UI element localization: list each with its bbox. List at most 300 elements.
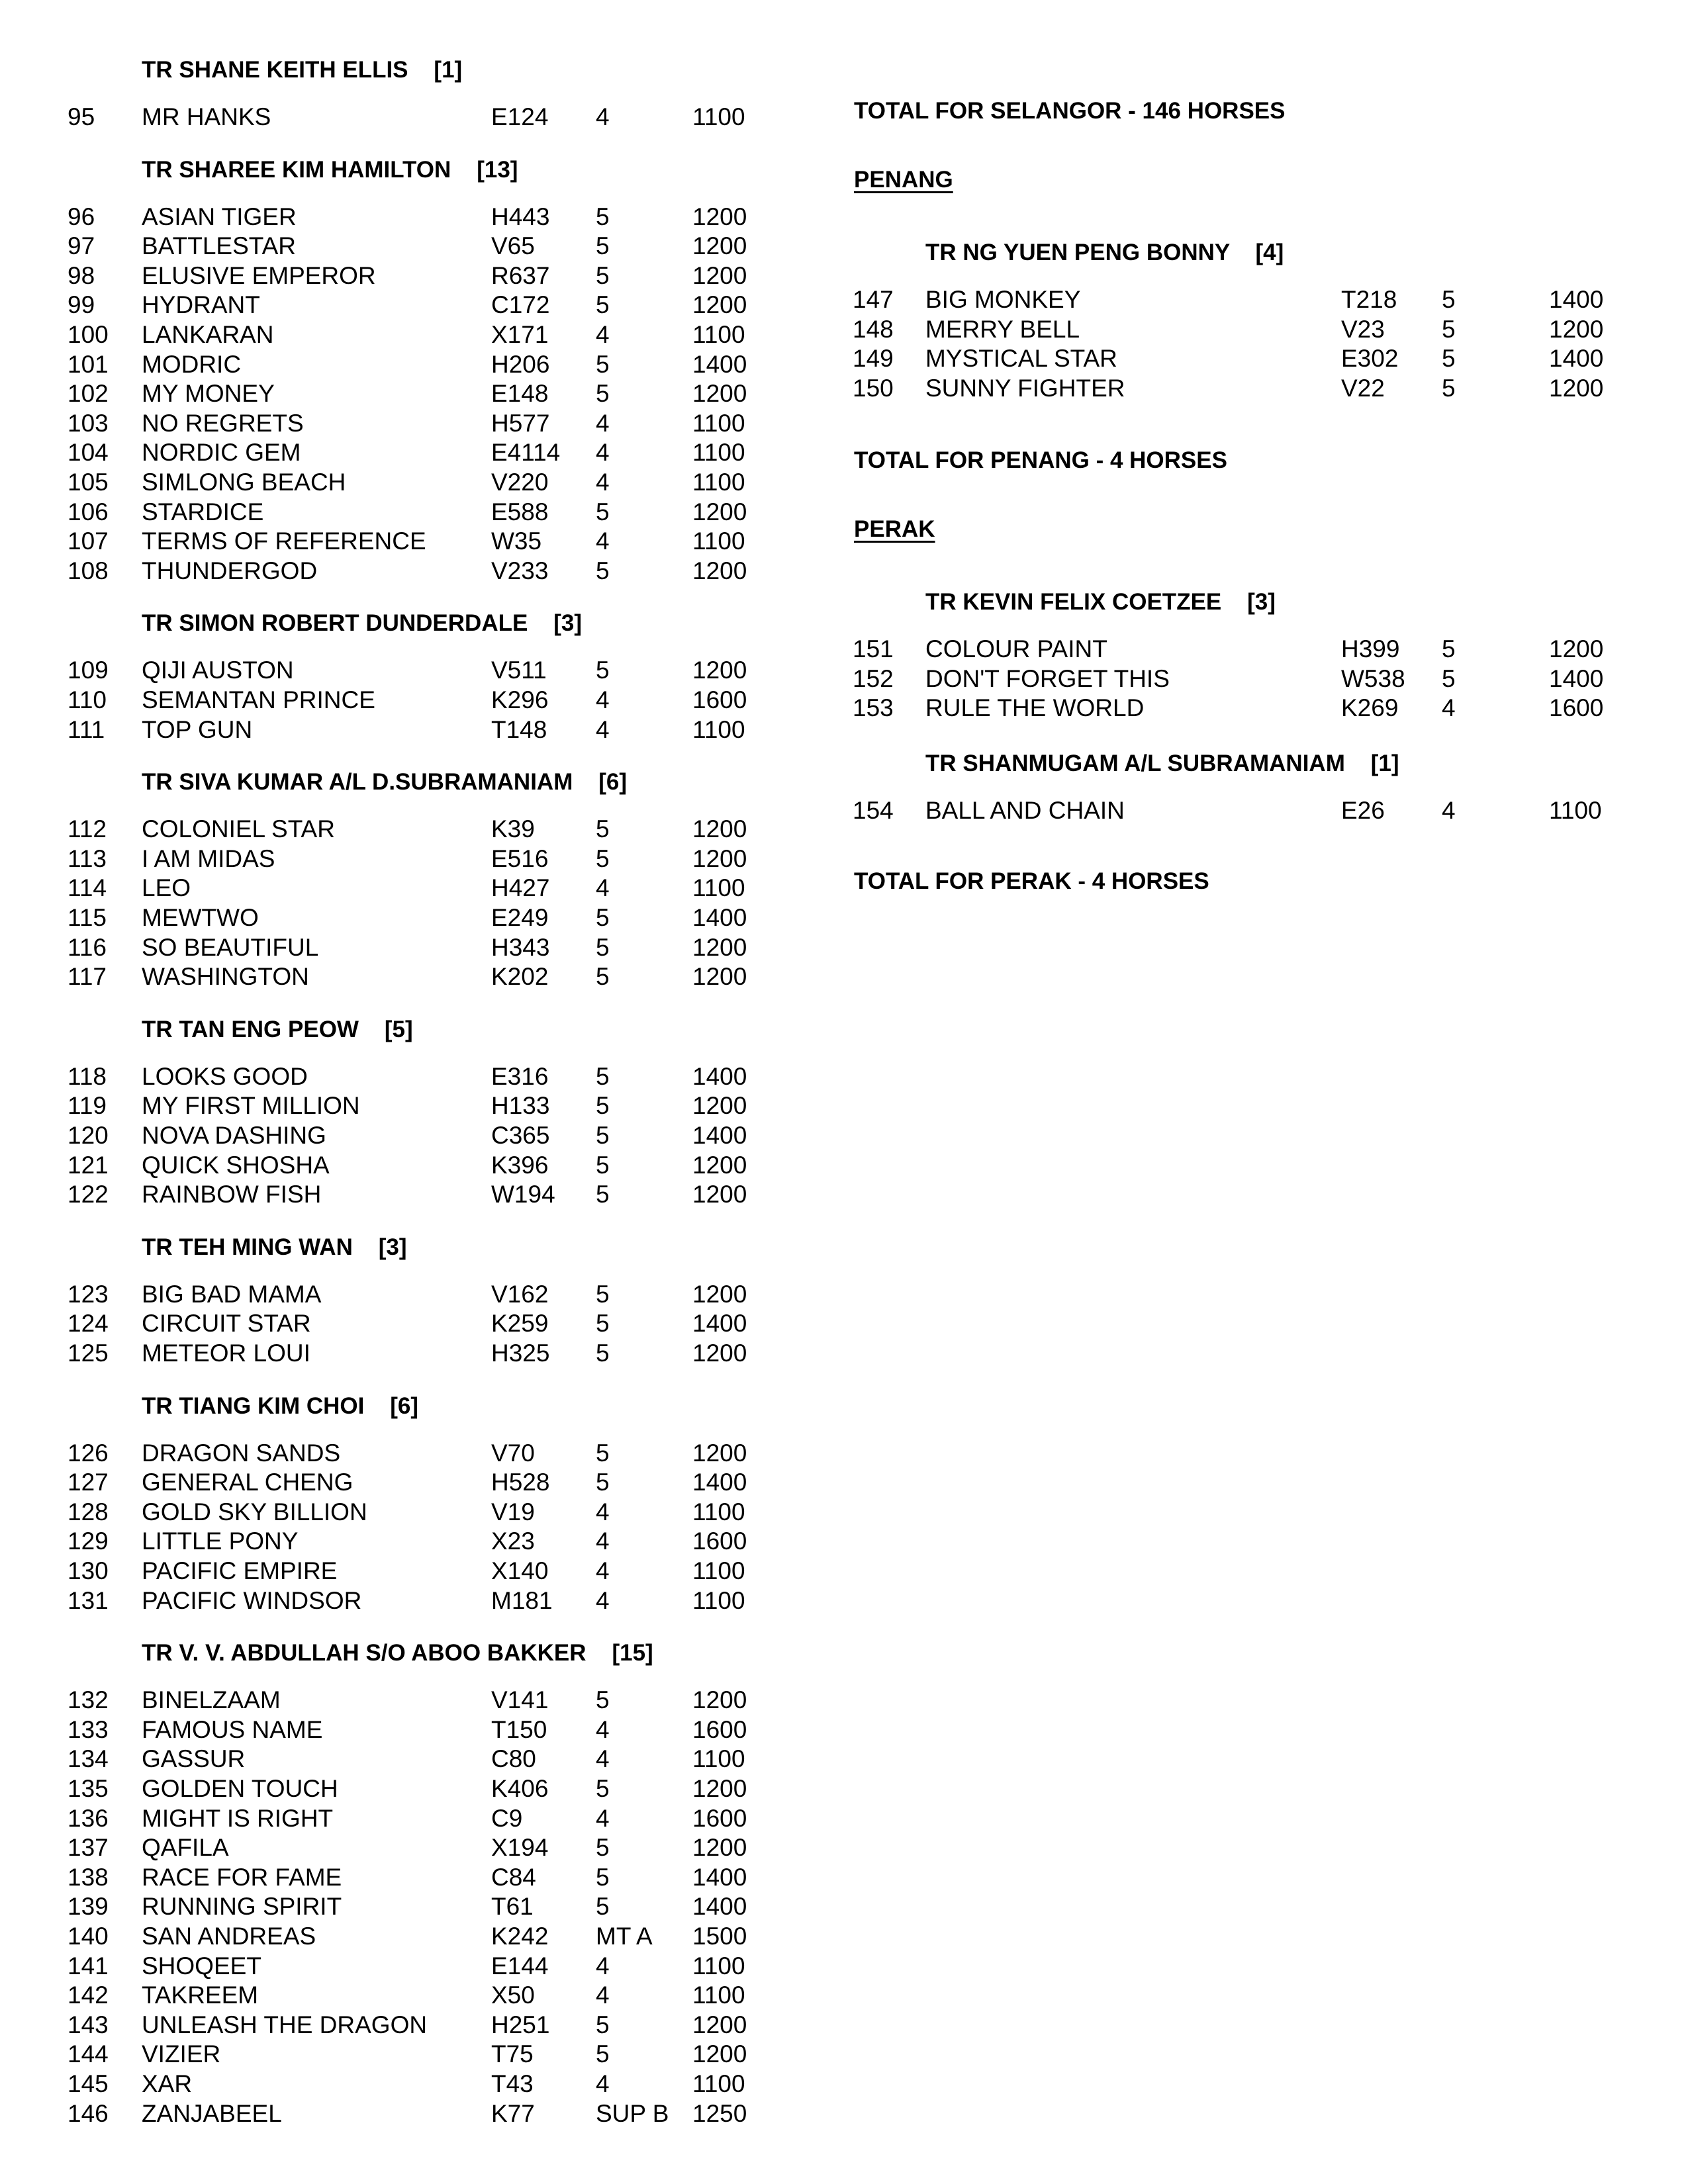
- horse-age: 4: [596, 527, 610, 555]
- horse-name: COLOUR PAINT: [925, 635, 1107, 662]
- horse-age: 5: [596, 1775, 610, 1802]
- entry-number: 137: [68, 1834, 109, 1862]
- entry-number: 108: [68, 557, 109, 584]
- horse-code: V233: [491, 557, 549, 584]
- horse-name: SUNNY FIGHTER: [925, 374, 1125, 402]
- horse-age: 5: [596, 844, 610, 872]
- horse-code: X140: [491, 1557, 549, 1584]
- horse-name: QUICK SHOSHA: [142, 1151, 330, 1179]
- horse-name: LITTLE PONY: [142, 1527, 299, 1555]
- horse-code: H325: [491, 1340, 550, 1367]
- entry-number: 117: [68, 963, 107, 991]
- horse-age: 5: [596, 1863, 610, 1891]
- horse-name: PACIFIC EMPIRE: [142, 1557, 338, 1584]
- horse-name: MYSTICAL STAR: [925, 345, 1117, 373]
- entry-number: 140: [68, 1923, 109, 1950]
- entry-number: 105: [68, 469, 109, 496]
- horse-age: 5: [1442, 664, 1456, 692]
- distance: 1200: [692, 232, 747, 260]
- horse-code: C9: [491, 1804, 523, 1832]
- horse-name: DON'T FORGET THIS: [925, 664, 1170, 692]
- distance: 1400: [1549, 286, 1604, 313]
- horse-code: H251: [491, 2011, 550, 2038]
- entry-number: 144: [68, 2040, 109, 2068]
- distance: 1100: [692, 1498, 745, 1525]
- distance: 1100: [692, 439, 745, 467]
- horse-age: 5: [596, 1469, 610, 1496]
- horse-age: 5: [596, 1181, 610, 1208]
- distance: 1200: [692, 844, 747, 872]
- entry-number: 116: [68, 933, 107, 961]
- horse-age: 5: [596, 291, 610, 319]
- horse-age: 5: [596, 1092, 610, 1120]
- horse-age: 4: [596, 439, 610, 467]
- horse-name: FAMOUS NAME: [142, 1715, 323, 1743]
- horse-name: XAR: [142, 2070, 193, 2097]
- horse-name: SAN ANDREAS: [142, 1923, 316, 1950]
- entry-number: 152: [853, 664, 894, 692]
- distance: 1200: [692, 1181, 747, 1208]
- horse-name: STARDICE: [142, 498, 264, 525]
- horse-name: SO BEAUTIFUL: [142, 933, 319, 961]
- horse-name: GENERAL CHENG: [142, 1469, 353, 1496]
- distance: 1400: [1549, 345, 1604, 373]
- trainer-heading: TR SIVA KUMAR A/L D.SUBRAMANIAM [6]: [142, 769, 628, 796]
- horse-code: H577: [491, 409, 550, 437]
- entry-number: 129: [68, 1527, 109, 1555]
- entry-number: 133: [68, 1715, 109, 1743]
- distance: 1400: [692, 1310, 747, 1338]
- entry-number: 115: [68, 904, 107, 931]
- distance: 1200: [692, 380, 747, 408]
- distance: 1200: [692, 657, 747, 684]
- horse-code: H443: [491, 203, 550, 230]
- horse-age: 5: [596, 904, 610, 931]
- distance: 1100: [692, 2070, 745, 2097]
- horse-code: K39: [491, 815, 535, 843]
- entry-number: 153: [853, 694, 894, 722]
- horse-name: LOOKS GOOD: [142, 1062, 308, 1090]
- distance: 1200: [692, 261, 747, 289]
- horse-code: E144: [491, 1952, 549, 1979]
- horse-code: E4114: [491, 439, 561, 467]
- horse-name: MY FIRST MILLION: [142, 1092, 360, 1120]
- horse-name: CIRCUIT STAR: [142, 1310, 311, 1338]
- entry-number: 142: [68, 1981, 109, 2009]
- horse-code: W194: [491, 1181, 555, 1208]
- region-penang-title: PENANG: [854, 167, 953, 193]
- horse-code: W538: [1341, 664, 1405, 692]
- horse-age: 4: [596, 103, 610, 130]
- horse-code: V511: [491, 657, 547, 684]
- horse-code: X171: [491, 321, 549, 348]
- distance: 1100: [1549, 797, 1602, 824]
- horse-age: 5: [1442, 286, 1456, 313]
- horse-name: NORDIC GEM: [142, 439, 301, 467]
- horse-age: 4: [596, 409, 610, 437]
- trainer-heading: TR SIMON ROBERT DUNDERDALE [3]: [142, 610, 582, 637]
- horse-age: 4: [1442, 797, 1456, 824]
- distance: 1100: [692, 469, 745, 496]
- horse-name: GOLDEN TOUCH: [142, 1775, 338, 1802]
- distance: 1200: [692, 1151, 747, 1179]
- trainer-heading: TR SHANE KEITH ELLIS [1]: [142, 57, 463, 83]
- distance: 1400: [692, 1863, 747, 1891]
- distance: 1200: [692, 1686, 747, 1714]
- distance: 1100: [692, 1981, 745, 2009]
- horse-age: 5: [596, 1151, 610, 1179]
- horse-name: SEMANTAN PRINCE: [142, 686, 375, 713]
- horse-age: 5: [596, 498, 610, 525]
- distance: 1100: [692, 527, 745, 555]
- horse-name: RACE FOR FAME: [142, 1863, 342, 1891]
- horse-age: 5: [1442, 345, 1456, 373]
- distance: 1600: [692, 1527, 747, 1555]
- entry-number: 138: [68, 1863, 109, 1891]
- entry-number: 106: [68, 498, 109, 525]
- horse-age: 4: [596, 1981, 610, 2009]
- total-penang: TOTAL FOR PENANG - 4 HORSES: [854, 447, 1227, 473]
- horse-code: C172: [491, 291, 550, 319]
- horse-code: V23: [1341, 315, 1385, 343]
- horse-name: METEOR LOUI: [142, 1340, 310, 1367]
- horse-name: MEWTWO: [142, 904, 259, 931]
- horse-name: QIJI AUSTON: [142, 657, 294, 684]
- distance: 1200: [692, 203, 747, 230]
- horse-age: MT A: [596, 1923, 653, 1950]
- horse-age: 4: [596, 686, 610, 713]
- horse-code: T75: [491, 2040, 534, 2068]
- distance: 1200: [692, 498, 747, 525]
- horse-age: 5: [596, 933, 610, 961]
- distance: 1400: [692, 350, 747, 378]
- horse-age: 5: [596, 2011, 610, 2038]
- distance: 1200: [692, 1834, 747, 1862]
- distance: 1100: [692, 1745, 745, 1773]
- entry-number: 103: [68, 409, 109, 437]
- entry-number: 107: [68, 527, 109, 555]
- horse-code: V22: [1341, 374, 1385, 402]
- distance: 1400: [692, 1062, 747, 1090]
- horse-code: X23: [491, 1527, 535, 1555]
- entry-number: 128: [68, 1498, 109, 1525]
- distance: 1200: [692, 933, 747, 961]
- horse-code: K269: [1341, 694, 1399, 722]
- horse-age: 4: [596, 1586, 610, 1614]
- horse-code: T148: [491, 715, 547, 743]
- trainer-heading: TR NG YUEN PENG BONNY [4]: [925, 240, 1284, 265]
- horse-name: NO REGRETS: [142, 409, 304, 437]
- entry-number: 146: [68, 2099, 109, 2127]
- entry-number: 136: [68, 1804, 109, 1832]
- entry-number: 118: [68, 1062, 107, 1090]
- horse-age: 5: [596, 232, 610, 260]
- distance: 1200: [692, 1340, 747, 1367]
- region-perak-title: PERAK: [854, 516, 935, 542]
- distance: 1100: [692, 321, 745, 348]
- entry-number: 95: [68, 103, 95, 130]
- distance: 1100: [692, 1557, 745, 1584]
- horse-name: SIMLONG BEACH: [142, 469, 346, 496]
- entry-number: 135: [68, 1775, 109, 1802]
- horse-name: BINELZAAM: [142, 1686, 281, 1714]
- entry-number: 124: [68, 1310, 109, 1338]
- horse-code: C84: [491, 1863, 536, 1891]
- horse-name: ZANJABEEL: [142, 2099, 282, 2127]
- horse-code: T61: [491, 1893, 534, 1921]
- horse-age: 5: [596, 963, 610, 991]
- distance: 1400: [1549, 664, 1604, 692]
- horse-age: 4: [596, 1557, 610, 1584]
- horse-age: 4: [596, 874, 610, 902]
- horse-age: 4: [596, 1715, 610, 1743]
- horse-code: T43: [491, 2070, 534, 2097]
- horse-name: COLONIEL STAR: [142, 815, 335, 843]
- entry-number: 150: [853, 374, 894, 402]
- horse-age: 4: [1442, 694, 1456, 722]
- distance: 1200: [692, 963, 747, 991]
- horse-age: 4: [596, 1527, 610, 1555]
- horse-age: 4: [596, 715, 610, 743]
- distance: 1200: [692, 815, 747, 843]
- distance: 1200: [692, 1439, 747, 1467]
- horse-age: 5: [596, 2040, 610, 2068]
- horse-age: 4: [596, 2070, 610, 2097]
- distance: 1400: [692, 1469, 747, 1496]
- horse-age: 5: [596, 261, 610, 289]
- horse-name: LANKARAN: [142, 321, 274, 348]
- entry-number: 112: [68, 815, 107, 843]
- horse-code: E302: [1341, 345, 1399, 373]
- horse-age: 5: [1442, 635, 1456, 662]
- horse-age: 5: [596, 1439, 610, 1467]
- entry-number: 121: [68, 1151, 109, 1179]
- horse-code: V162: [491, 1280, 549, 1308]
- horse-code: R637: [491, 261, 550, 289]
- entry-number: 151: [853, 635, 894, 662]
- distance: 1100: [692, 1586, 745, 1614]
- horse-name: THUNDERGOD: [142, 557, 318, 584]
- horse-code: E316: [491, 1062, 549, 1090]
- horse-name: RAINBOW FISH: [142, 1181, 322, 1208]
- entry-number: 109: [68, 657, 109, 684]
- entry-number: 143: [68, 2011, 109, 2038]
- horse-code: K406: [491, 1775, 549, 1802]
- horse-name: GOLD SKY BILLION: [142, 1498, 367, 1525]
- distance: 1100: [692, 409, 745, 437]
- horse-age: 5: [596, 1686, 610, 1714]
- horse-age: 4: [596, 469, 610, 496]
- horse-name: BALL AND CHAIN: [925, 797, 1125, 824]
- horse-age: 5: [596, 1280, 610, 1308]
- entry-number: 97: [68, 232, 95, 260]
- horse-name: SHOQEET: [142, 1952, 261, 1979]
- horse-name: ASIAN TIGER: [142, 203, 297, 230]
- horse-age: 5: [596, 1893, 610, 1921]
- horse-code: K202: [491, 963, 549, 991]
- horse-name: GASSUR: [142, 1745, 246, 1773]
- horse-name: TOP GUN: [142, 715, 253, 743]
- distance: 1100: [692, 874, 745, 902]
- horse-name: MY MONEY: [142, 380, 275, 408]
- distance: 1100: [692, 103, 745, 130]
- horse-code: C80: [491, 1745, 536, 1773]
- horse-code: E249: [491, 904, 549, 931]
- horse-age: 5: [596, 1340, 610, 1367]
- horse-age: 5: [596, 380, 610, 408]
- entry-number: 134: [68, 1745, 109, 1773]
- distance: 1200: [692, 2040, 747, 2068]
- distance: 1200: [692, 1775, 747, 1802]
- horse-name: I AM MIDAS: [142, 844, 275, 872]
- horse-name: MIGHT IS RIGHT: [142, 1804, 334, 1832]
- horse-age: 5: [596, 557, 610, 584]
- distance: 1500: [692, 1923, 747, 1950]
- horse-age: 4: [596, 1952, 610, 1979]
- horse-code: X50: [491, 1981, 535, 2009]
- entry-number: 139: [68, 1893, 109, 1921]
- distance: 1600: [1549, 694, 1604, 722]
- horse-name: RUNNING SPIRIT: [142, 1893, 342, 1921]
- distance: 1400: [692, 1893, 747, 1921]
- distance: 1200: [692, 1092, 747, 1120]
- entry-number: 131: [68, 1586, 109, 1614]
- horse-name: MERRY BELL: [925, 315, 1080, 343]
- entry-number: 99: [68, 291, 95, 319]
- horse-name: LEO: [142, 874, 191, 902]
- horse-age: 5: [596, 1062, 610, 1090]
- trainer-heading: TR SHANMUGAM A/L SUBRAMANIAM [1]: [925, 751, 1399, 776]
- horse-name: HYDRANT: [142, 291, 260, 319]
- entry-number: 127: [68, 1469, 109, 1496]
- distance: 1200: [1549, 635, 1604, 662]
- entry-number: 113: [68, 844, 107, 872]
- horse-name: TERMS OF REFERENCE: [142, 527, 426, 555]
- horse-code: H528: [491, 1469, 550, 1496]
- horse-code: W35: [491, 527, 542, 555]
- horse-age: 5: [1442, 315, 1456, 343]
- horse-code: T218: [1341, 286, 1397, 313]
- horse-code: X194: [491, 1834, 549, 1862]
- trainer-heading: TR TIANG KIM CHOI [6]: [142, 1392, 419, 1419]
- entry-number: 100: [68, 321, 109, 348]
- horse-age: SUP B: [596, 2099, 669, 2127]
- horse-age: 5: [596, 1122, 610, 1149]
- entry-number: 104: [68, 439, 109, 467]
- total-selangor: TOTAL FOR SELANGOR - 146 HORSES: [854, 98, 1286, 124]
- horse-name: RULE THE WORLD: [925, 694, 1145, 722]
- trainer-heading: TR V. V. ABDULLAH S/O ABOO BAKKER [15]: [142, 1640, 653, 1666]
- horse-name: DRAGON SANDS: [142, 1439, 341, 1467]
- horse-age: 5: [596, 1834, 610, 1862]
- distance: 1200: [692, 2011, 747, 2038]
- horse-code: K259: [491, 1310, 549, 1338]
- horse-code: C365: [491, 1122, 550, 1149]
- horse-code: T150: [491, 1715, 547, 1743]
- horse-name: BIG MONKEY: [925, 286, 1081, 313]
- distance: 1100: [692, 1952, 745, 1979]
- trainer-heading: TR TAN ENG PEOW [5]: [142, 1016, 413, 1042]
- distance: 1600: [692, 686, 747, 713]
- horse-age: 5: [596, 203, 610, 230]
- horse-code: H399: [1341, 635, 1400, 662]
- horse-name: NOVA DASHING: [142, 1122, 326, 1149]
- horse-code: E26: [1341, 797, 1385, 824]
- entry-number: 145: [68, 2070, 109, 2097]
- horse-age: 5: [596, 1310, 610, 1338]
- horse-code: H427: [491, 874, 550, 902]
- trainer-heading: TR SHAREE KIM HAMILTON [13]: [142, 156, 518, 183]
- horse-name: TAKREEM: [142, 1981, 259, 2009]
- horse-code: V19: [491, 1498, 535, 1525]
- horse-code: K242: [491, 1923, 549, 1950]
- horse-name: MR HANKS: [142, 103, 271, 130]
- entry-number: 96: [68, 203, 95, 230]
- entry-number: 126: [68, 1439, 109, 1467]
- trainer-heading: TR KEVIN FELIX COETZEE [3]: [925, 589, 1276, 615]
- total-perak: TOTAL FOR PERAK - 4 HORSES: [854, 868, 1209, 894]
- horse-code: V141: [491, 1686, 549, 1714]
- horse-code: V65: [491, 232, 535, 260]
- entry-number: 102: [68, 380, 109, 408]
- distance: 1400: [692, 1122, 747, 1149]
- entry-number: 132: [68, 1686, 109, 1714]
- entry-number: 101: [68, 350, 109, 378]
- entry-number: 120: [68, 1122, 109, 1149]
- entry-number: 141: [68, 1952, 109, 1979]
- horse-code: E516: [491, 844, 549, 872]
- distance: 1600: [692, 1715, 747, 1743]
- horse-code: K77: [491, 2099, 535, 2127]
- horse-name: BATTLESTAR: [142, 232, 297, 260]
- horse-age: 5: [596, 657, 610, 684]
- horse-code: V220: [491, 469, 549, 496]
- horse-age: 4: [596, 321, 610, 348]
- horse-age: 5: [1442, 374, 1456, 402]
- entry-number: 125: [68, 1340, 109, 1367]
- horse-age: 4: [596, 1804, 610, 1832]
- distance: 1100: [692, 715, 745, 743]
- horse-name: PACIFIC WINDSOR: [142, 1586, 362, 1614]
- entry-number: 110: [68, 686, 107, 713]
- horse-age: 5: [596, 350, 610, 378]
- distance: 1600: [692, 1804, 747, 1832]
- horse-name: BIG BAD MAMA: [142, 1280, 322, 1308]
- horse-name: ELUSIVE EMPEROR: [142, 261, 376, 289]
- entry-number: 98: [68, 261, 95, 289]
- entry-number: 147: [853, 286, 894, 313]
- distance: 1200: [692, 557, 747, 584]
- horse-code: K396: [491, 1151, 549, 1179]
- distance: 1200: [692, 1280, 747, 1308]
- entry-number: 130: [68, 1557, 109, 1584]
- distance: 1400: [692, 904, 747, 931]
- distance: 1200: [692, 291, 747, 319]
- distance: 1200: [1549, 374, 1604, 402]
- horse-code: M181: [491, 1586, 553, 1614]
- horse-name: WASHINGTON: [142, 963, 309, 991]
- horse-age: 4: [596, 1745, 610, 1773]
- distance: 1200: [1549, 315, 1604, 343]
- entry-number: 154: [853, 797, 894, 824]
- horse-code: E148: [491, 380, 549, 408]
- horse-code: K296: [491, 686, 549, 713]
- horse-code: E124: [491, 103, 549, 130]
- horse-code: V70: [491, 1439, 535, 1467]
- entry-number: 123: [68, 1280, 109, 1308]
- trainer-heading: TR TEH MING WAN [3]: [142, 1234, 407, 1260]
- horse-name: QAFILA: [142, 1834, 229, 1862]
